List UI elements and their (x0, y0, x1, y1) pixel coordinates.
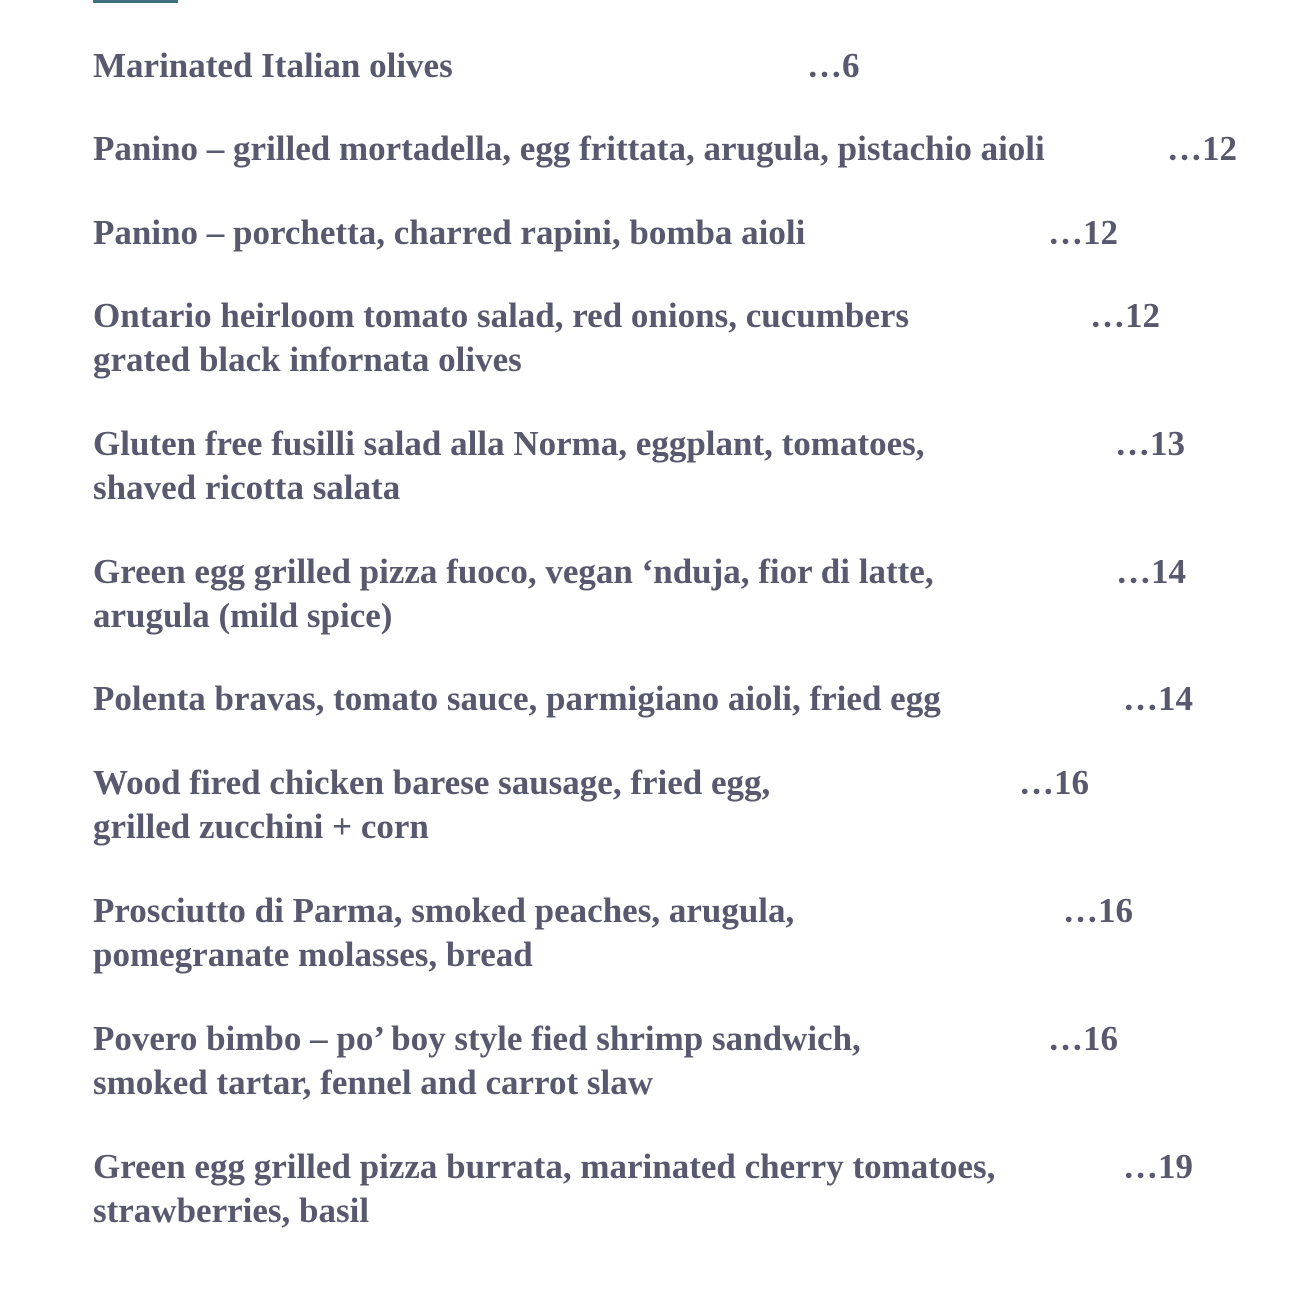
menu-item-description: Wood fired chicken barese sausage, fried egg, (93, 763, 771, 802)
menu-item-fusilli-salad (93, 422, 1185, 510)
menu-item-price: …16 (1019, 763, 1089, 802)
menu-item-description: Green egg grilled pizza burrata, marinated cherry tomatoes, (93, 1147, 996, 1186)
menu-item-tomato-salad (93, 294, 1160, 382)
menu-item-description-continued: arugula (mild spice) (93, 596, 393, 635)
menu-item-description: Povero bimbo – po’ boy style fied shrimp sandwich, (93, 1019, 861, 1058)
menu-item-description-continued: shaved ricotta salata (93, 468, 401, 507)
menu-item-description-continued: smoked tartar, fennel and carrot slaw (93, 1063, 653, 1102)
menu-item-description-continued: strawberries, basil (93, 1191, 370, 1230)
menu-item-description: Prosciutto di Parma, smoked peaches, arugula, (93, 891, 795, 930)
menu-item-barese-sausage (93, 761, 1089, 849)
menu-item-price: …19 (1123, 1147, 1193, 1186)
menu-item-panino-porchetta (93, 211, 1118, 255)
menu-item-description: Panino – porchetta, charred rapini, bomba aioli (93, 213, 806, 252)
menu-item-description: Ontario heirloom tomato salad, red onions, cucumbers (93, 296, 910, 335)
menu-item-prosciutto (93, 889, 1133, 977)
menu-item-price: …6 (807, 46, 860, 85)
menu-item-pizza-burrata (93, 1145, 1193, 1233)
menu-item-pizza-fuoco (93, 550, 1186, 638)
menu-item-description: Marinated Italian olives (93, 46, 453, 85)
menu-item-price: …12 (1090, 296, 1160, 335)
menu-item-olives (93, 44, 860, 88)
menu-item-price: …13 (1115, 424, 1185, 463)
menu-item-description-continued: grated black infornata olives (93, 340, 522, 379)
menu-item-panino-mortadella (93, 127, 1237, 171)
menu-item-description-continued: pomegranate molasses, bread (93, 935, 533, 974)
menu-item-description: Gluten free fusilli salad alla Norma, eggplant, tomatoes, (93, 424, 925, 463)
menu-item-description: Green egg grilled pizza fuoco, vegan ‘nduja, fior di latte, (93, 552, 934, 591)
menu-item-description-continued: grilled zucchini + corn (93, 807, 429, 846)
menu-item-price: …14 (1123, 679, 1193, 718)
menu-item-price: …16 (1063, 891, 1133, 930)
menu-item-price: …12 (1167, 129, 1237, 168)
top-divider (93, 0, 178, 3)
menu-item-description: Polenta bravas, tomato sauce, parmigiano aioli, fried egg (93, 679, 941, 718)
menu-item-povero-bimbo (93, 1017, 1118, 1105)
menu-item-price: …16 (1048, 1019, 1118, 1058)
menu-item-description: Panino – grilled mortadella, egg frittata, arugula, pistachio aioli (93, 129, 1045, 168)
menu-item-price: …12 (1048, 213, 1118, 252)
menu-item-price: …14 (1116, 552, 1186, 591)
menu-item-polenta-bravas (93, 677, 1193, 721)
